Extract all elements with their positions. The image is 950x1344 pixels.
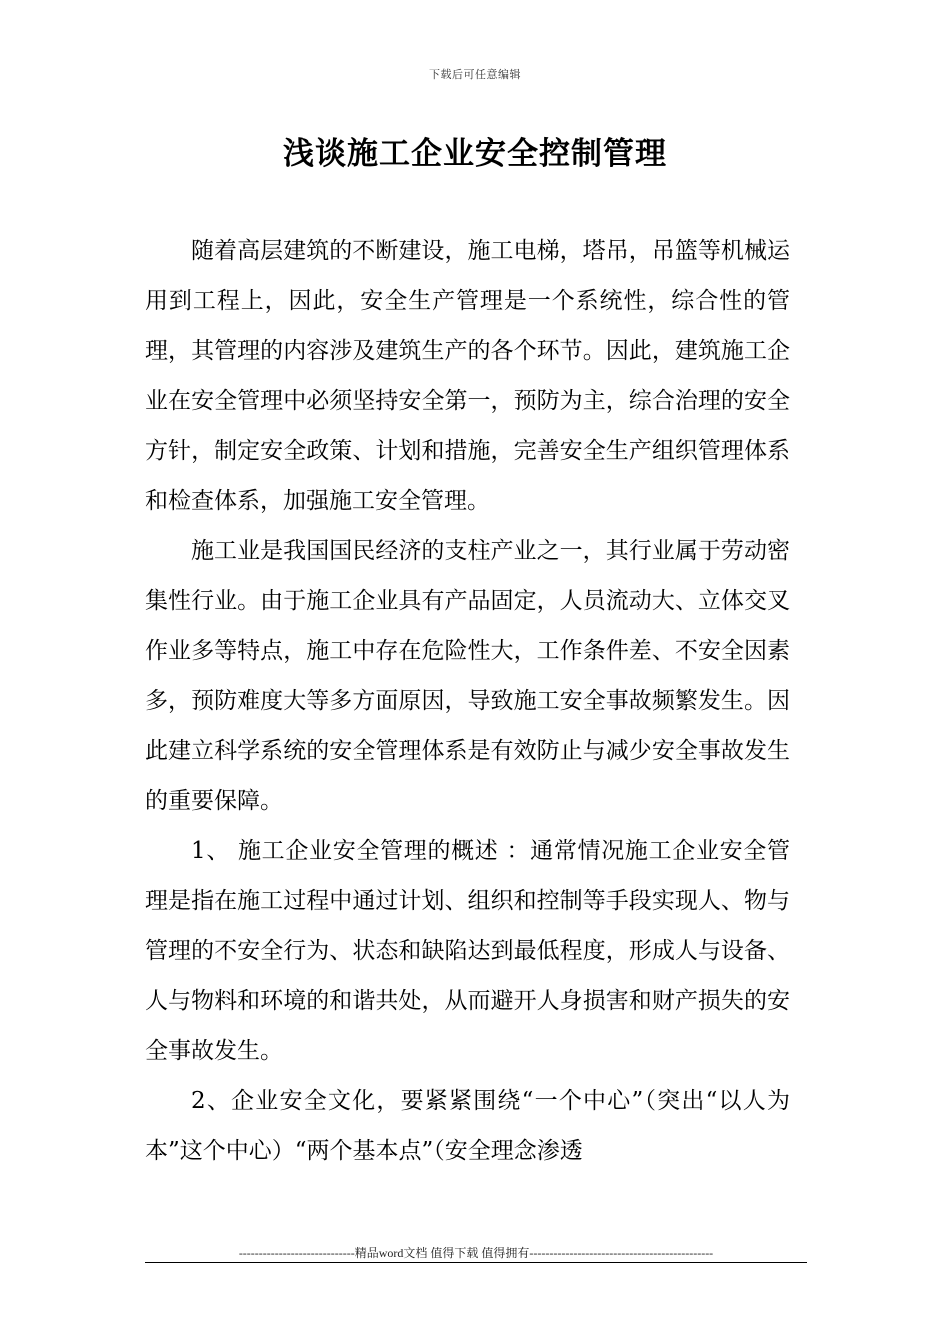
footer-note: -----------------------------精品word文档 值得下载 值得拥有---------------------------------------------- bbox=[238, 1246, 714, 1260]
header-note: 下载后可任意编辑 bbox=[429, 68, 521, 81]
paragraph-1: 随着高层建筑的不断建设，施工电梯，塔吊，吊篮等机械运用到工程上，因此，安全生产管理是一个系统性，综合性的管理，其管理的内容涉及建筑生产的各个环节。因此，建筑施工企业在安全管理中必须坚持安全第一，预防为主，综合治理的安全方针，制定安全政策、计划和措施，完善安全生产组织管理体系和检查体系，加强施工安全管理。 bbox=[145, 238, 790, 514]
paragraph-2: 施工业是我国国民经济的支柱产业之一，其行业属于劳动密集性行业。由于施工企业具有产品固定，人员流动大、立体交叉作业多等特点，施工中存在危险性大，工作条件差、不安全因素多，预防难度大等多方面原因，导致施工安全事故频繁发生。因此建立科学系统的安全管理体系是有效防止与减少安全事故发生的重要保障。 bbox=[145, 538, 790, 814]
paragraph-4: 2、企业安全文化，要紧紧围绕“一个中心”（突出“以人为本”这个中心）“两个基本点”（安全理念渗透 bbox=[145, 1088, 790, 1164]
document-body bbox=[145, 226, 790, 1176]
footer-rule bbox=[145, 1262, 807, 1263]
paragraph-3: 1、 施工企业安全管理的概述 ：通常情况施工企业安全管理是指在施工过程中通过计划、组织和控制等手段实现人、物与管理的不安全行为、状态和缺陷达到最低程度，形成人与设备、人与物料和环境的和谐共处，从而避开人身损害和财产损失的安全事故发生。 bbox=[145, 838, 790, 1064]
document-title: 浅谈施工企业安全控制管理 bbox=[283, 136, 667, 172]
